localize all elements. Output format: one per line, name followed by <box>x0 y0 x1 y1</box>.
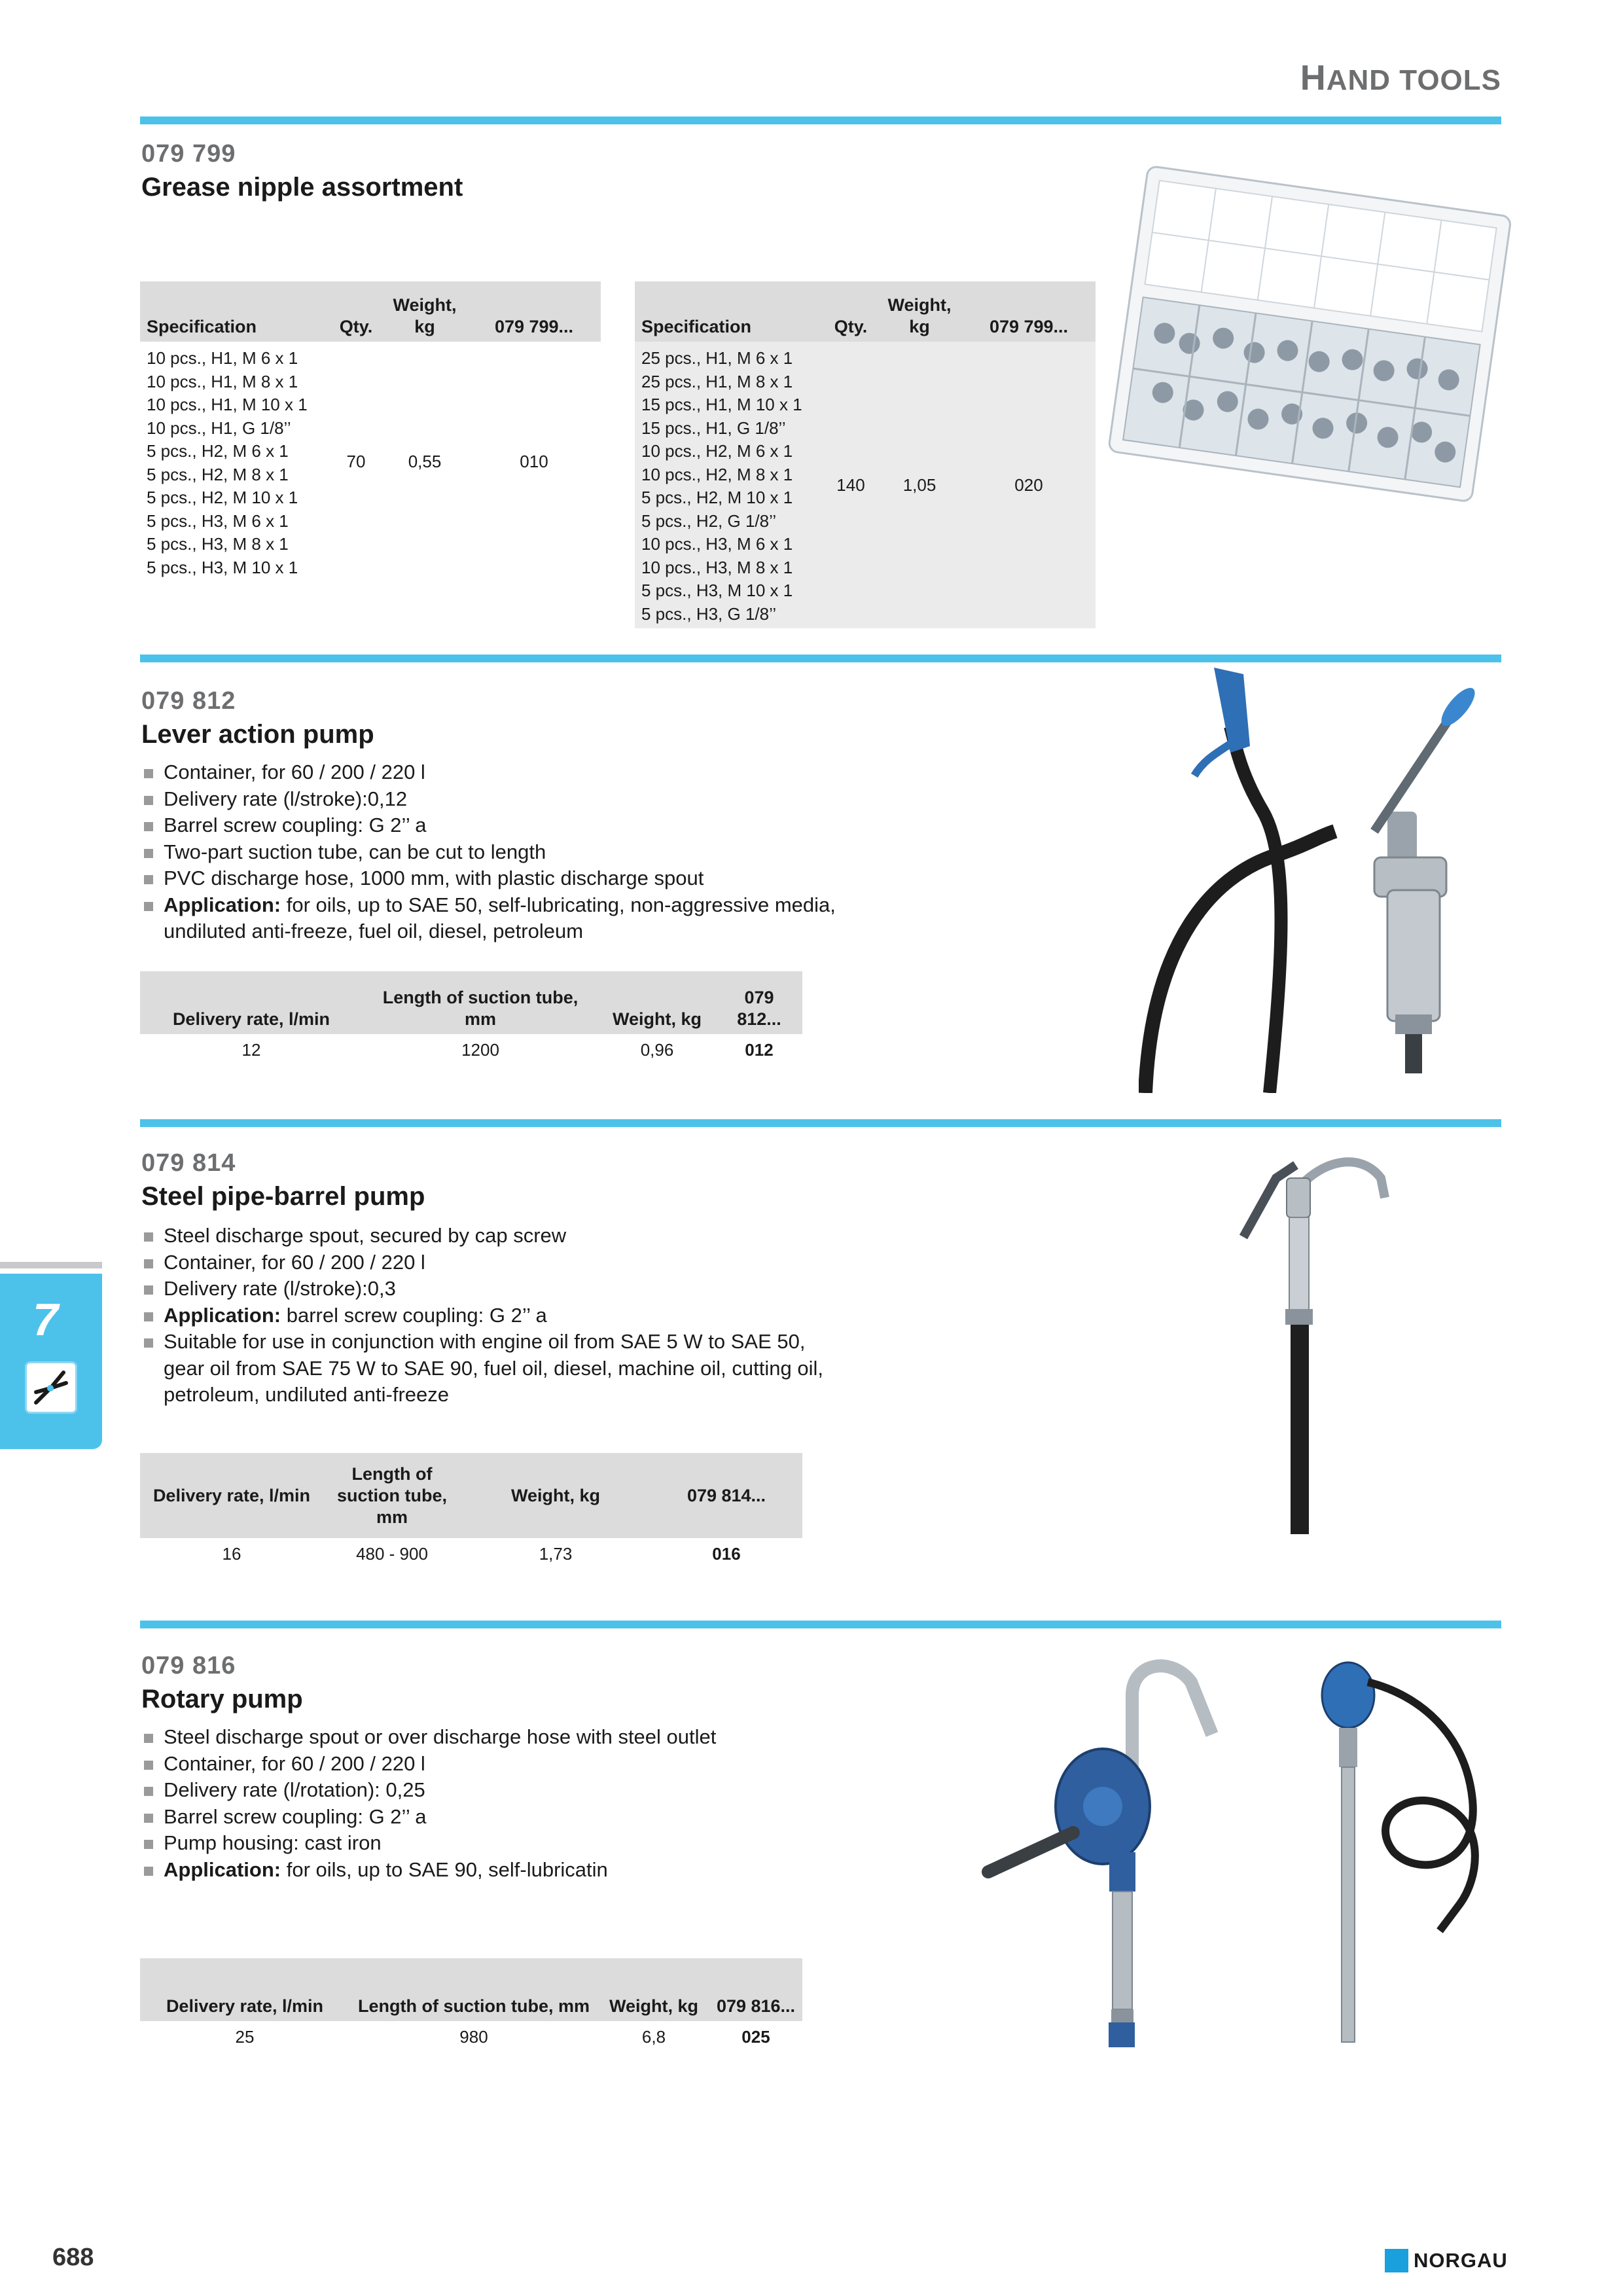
spec-table-right <box>635 281 1096 628</box>
col-header: Weight, kg <box>598 971 716 1034</box>
rotary-pump-image <box>975 1656 1270 2049</box>
feature-item-continued: gear oil from SAE 75 W to SAE 90, fuel oil, diesel, machine oil, cutting oil, <box>164 1356 823 1380</box>
data-table <box>140 971 802 1066</box>
product-title: Rotary pump <box>141 1685 303 1713</box>
spec-list <box>140 342 330 582</box>
feature-item: Delivery rate (l/stroke):0,12 <box>143 786 836 813</box>
feature-list <box>143 759 836 945</box>
feature-item: Pump housing: cast iron <box>143 1830 716 1857</box>
spec-item: 5 pcs., H3, M 10 x 1 <box>147 557 298 577</box>
feature-list <box>143 1724 716 1883</box>
article-code: 079 799 <box>141 140 236 168</box>
table-cell: 12 <box>241 1039 261 1060</box>
table-cell: 016 <box>712 1543 741 1564</box>
col-header-spec: Specification <box>635 281 825 342</box>
feature-item: Container, for 60 / 200 / 220 l <box>143 759 836 786</box>
feature-item: Steel discharge spout or over discharge hose with steel outlet <box>143 1724 716 1751</box>
weight-cell: 0,55 <box>408 452 442 471</box>
feature-item: Barrel screw coupling: G 2’’ a <box>143 1804 716 1831</box>
table-cell: 25 <box>235 2026 255 2047</box>
spec-item: 10 pcs., H2, M 8 x 1 <box>641 464 793 484</box>
feature-item: Steel discharge spout, secured by cap screw <box>143 1223 823 1249</box>
spec-item: 10 pcs., H2, M 6 x 1 <box>641 441 793 461</box>
feature-item: Suitable for use in conjunction with engine oil from SAE 5 W to SAE 50, <box>143 1329 823 1355</box>
page-number: 688 <box>52 2244 94 2271</box>
feature-item: Delivery rate (l/stroke):0,3 <box>143 1276 823 1302</box>
data-table <box>140 1958 802 2053</box>
qty-cell: 70 <box>346 452 366 471</box>
feature-item: PVC discharge hose, 1000 mm, with plastic discharge spout <box>143 865 836 892</box>
article-cell: 020 <box>1014 475 1043 495</box>
section-rule <box>140 1119 1501 1127</box>
feature-item: Application: for oils, up to SAE 50, self-lubricating, non-aggressive media, <box>143 892 836 919</box>
weight-cell: 1,05 <box>902 475 936 495</box>
col-header-article: 079 799... <box>467 281 601 342</box>
table-cell: 6,8 <box>641 2026 666 2047</box>
feature-item-continued: petroleum, undiluted anti-freeze <box>164 1383 449 1406</box>
col-header: Weight, kg <box>461 1453 651 1538</box>
feature-item: Delivery rate (l/rotation): 0,25 <box>143 1777 716 1804</box>
spec-table-left <box>140 281 601 582</box>
col-header: Weight, kg <box>598 1958 709 2021</box>
spec-item: 15 pcs., H1, M 10 x 1 <box>641 395 802 414</box>
rotary-pump-hose-image <box>1289 1656 1499 2049</box>
col-header: Delivery rate, l/min <box>140 971 363 1034</box>
feature-item: Application: for oils, up to SAE 90, self-lubricatin <box>143 1857 716 1884</box>
col-header-weight: Weight, kg <box>877 281 962 342</box>
lever-pump-image <box>1139 661 1492 1093</box>
pliers-icon <box>25 1361 77 1414</box>
section-rule <box>140 1621 1501 1628</box>
feature-item: Application: barrel screw coupling: G 2’’ a <box>143 1302 823 1329</box>
spec-item: 5 pcs., H3, M 10 x 1 <box>641 581 793 600</box>
feature-item: Barrel screw coupling: G 2’’ a <box>143 812 836 839</box>
feature-item: Two-part suction tube, can be cut to length <box>143 839 836 866</box>
col-header-spec: Specification <box>140 281 330 342</box>
feature-list <box>143 1223 823 1408</box>
table-cell: 0,96 <box>640 1039 674 1060</box>
spec-item: 10 pcs., H1, G 1/8’’ <box>147 418 291 438</box>
table-cell: 1,73 <box>539 1543 573 1564</box>
section-rule <box>140 117 1501 124</box>
steel-pipe-pump-image <box>1237 1152 1394 1545</box>
table-cell: 16 <box>222 1543 241 1564</box>
qty-cell: 140 <box>836 475 865 495</box>
spec-item: 5 pcs., H2, M 6 x 1 <box>147 441 289 461</box>
col-header: Delivery rate, l/min <box>140 1958 349 2021</box>
article-code: 079 814 <box>141 1149 236 1177</box>
article-code: 079 812 <box>141 687 236 715</box>
spec-item: 5 pcs., H2, M 10 x 1 <box>147 488 298 507</box>
col-header: Length of suction tube, mm <box>363 971 598 1034</box>
feature-item: Container, for 60 / 200 / 220 l <box>143 1249 823 1276</box>
col-header-qty: Qty. <box>330 281 382 342</box>
product-title: Steel pipe-barrel pump <box>141 1182 425 1211</box>
col-header: 079 812... <box>716 971 802 1034</box>
chapter-number: 7 <box>33 1294 58 1345</box>
col-header-weight: Weight, kg <box>382 281 467 342</box>
col-header: Length of suction tube, mm <box>323 1453 461 1538</box>
col-header-qty: Qty. <box>825 281 877 342</box>
feature-item: Container, for 60 / 200 / 220 l <box>143 1751 716 1778</box>
col-header-article: 079 799... <box>962 281 1096 342</box>
brand-logo-text: NORGAU <box>1414 2249 1508 2272</box>
table-cell: 980 <box>459 2026 488 2047</box>
data-table <box>140 1453 802 1570</box>
side-tab-rule <box>0 1262 102 1268</box>
table-cell: 025 <box>741 2026 770 2047</box>
article-cell: 010 <box>520 452 548 471</box>
col-header: 079 816... <box>709 1958 802 2021</box>
spec-item: 5 pcs., H2, M 10 x 1 <box>641 488 793 507</box>
spec-item: 5 pcs., H2, M 8 x 1 <box>147 464 289 484</box>
spec-item: 5 pcs., H3, G 1/8’’ <box>641 603 777 624</box>
spec-item: 10 pcs., H3, M 6 x 1 <box>641 534 793 554</box>
spec-item: 10 pcs., H3, M 8 x 1 <box>641 557 793 577</box>
spec-item: 10 pcs., H1, M 6 x 1 <box>147 348 298 368</box>
spec-item: 10 pcs., H1, M 10 x 1 <box>147 395 308 414</box>
col-header: Length of suction tube, mm <box>349 1958 598 2021</box>
product-title: Grease nipple assortment <box>141 173 463 202</box>
spec-item: 5 pcs., H3, M 8 x 1 <box>147 534 289 554</box>
spec-item: 25 pcs., H1, M 8 x 1 <box>641 371 793 391</box>
spec-list <box>635 342 825 628</box>
product-title: Lever action pump <box>141 720 374 749</box>
spec-item: 5 pcs., H3, M 6 x 1 <box>147 511 289 531</box>
spec-item: 10 pcs., H1, M 8 x 1 <box>147 371 298 391</box>
table-cell: 012 <box>745 1039 774 1060</box>
spec-item: 5 pcs., H2, G 1/8’’ <box>641 511 777 531</box>
col-header: 079 814... <box>651 1453 802 1538</box>
table-cell: 1200 <box>461 1039 499 1060</box>
spec-item: 25 pcs., H1, M 6 x 1 <box>641 348 793 368</box>
spec-item: 15 pcs., H1, G 1/8’’ <box>641 418 786 438</box>
article-code: 079 816 <box>141 1652 236 1679</box>
brand-logo-mark <box>1385 2249 1408 2272</box>
grease-nipple-box-image <box>1106 164 1512 517</box>
page-header-title: HAND TOOLS <box>1300 58 1501 98</box>
table-cell: 480 - 900 <box>356 1543 428 1564</box>
feature-item-continued: undiluted anti-freeze, fuel oil, diesel, petroleum <box>164 920 584 942</box>
col-header: Delivery rate, l/min <box>140 1453 323 1538</box>
